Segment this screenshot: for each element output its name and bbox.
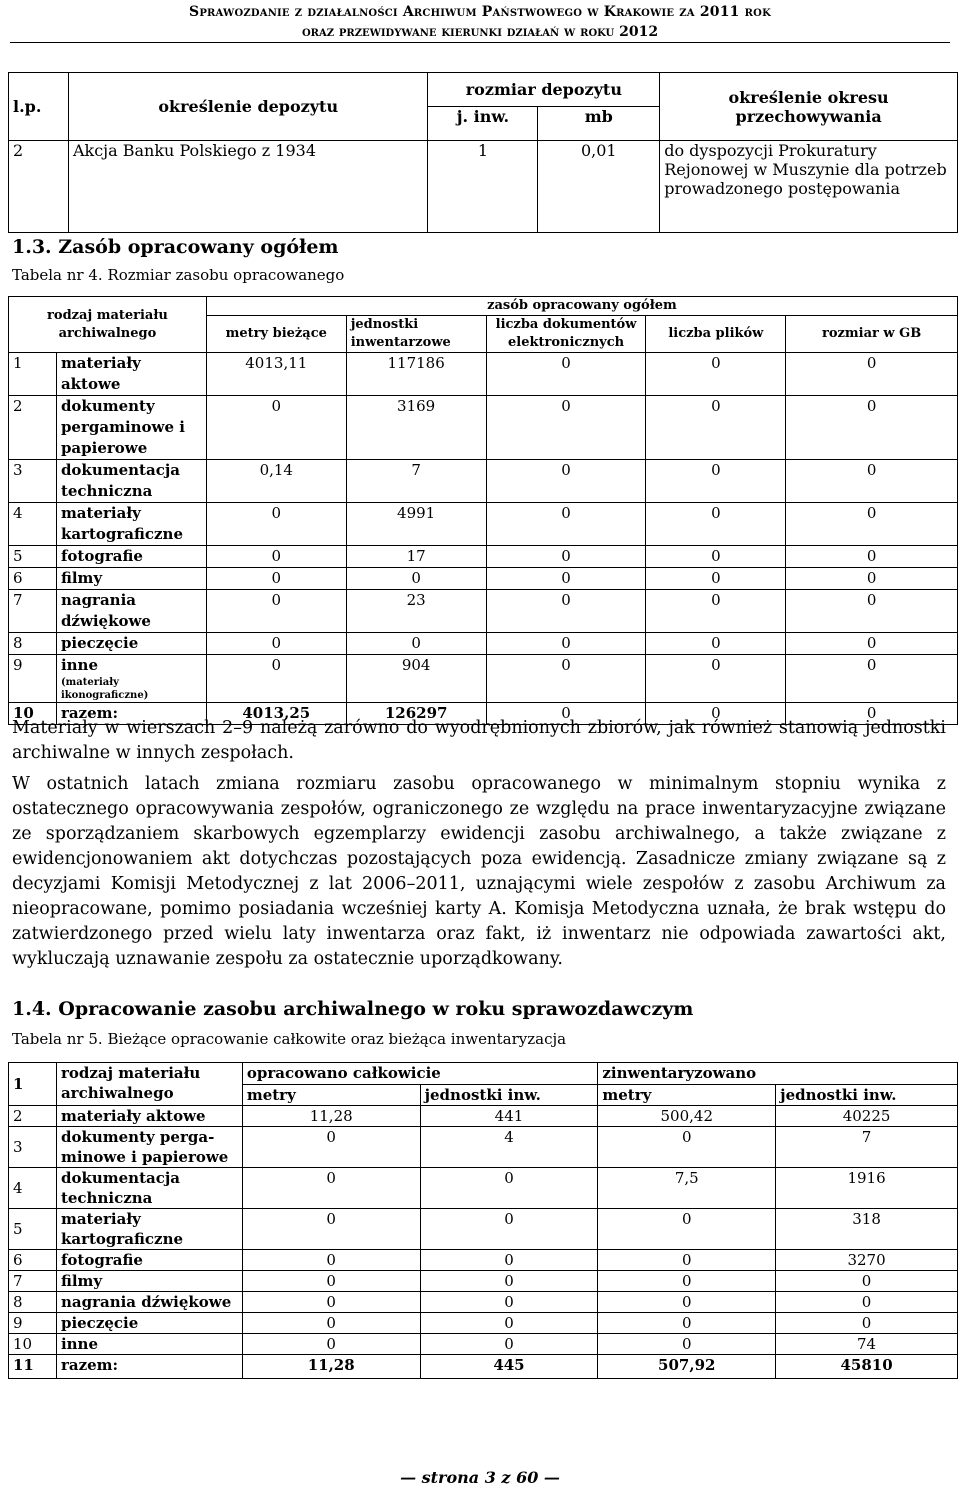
cell-units: 4991 xyxy=(346,503,486,546)
cell-metry: 0 xyxy=(206,655,346,703)
cell-name: dokumenty perga-minowe i papierowe xyxy=(56,1127,242,1168)
cell-metry: 0 xyxy=(206,546,346,568)
cell-m1: 0 xyxy=(242,1313,420,1334)
table-row xyxy=(9,1334,958,1355)
cell-name: pieczęcie xyxy=(56,633,206,655)
cell-u1: 0 xyxy=(420,1292,598,1313)
cell-n: 6 xyxy=(9,568,57,590)
col-units: j. inw. xyxy=(428,107,538,141)
cell-gb: 0 xyxy=(786,590,958,633)
cell-name: materiały aktowe xyxy=(56,1106,242,1127)
cell-files: 0 xyxy=(646,703,786,725)
col-gb: rozmiar w GB xyxy=(786,316,958,353)
cell-n: 6 xyxy=(9,1250,57,1271)
cell-units: 3169 xyxy=(346,396,486,460)
cell-metry: 0 xyxy=(206,633,346,655)
cell-metry: 4013,25 xyxy=(206,703,346,725)
cell-files: 0 xyxy=(646,546,786,568)
cell-name: materiały kartograficzne xyxy=(56,1209,242,1250)
cell-name: nagrania dźwiękowe xyxy=(56,1292,242,1313)
cell-m1: 0 xyxy=(242,1209,420,1250)
cell-u2: 3270 xyxy=(776,1250,958,1271)
cell-docs: 0 xyxy=(486,353,646,396)
cell-m2: 0 xyxy=(598,1127,776,1168)
cell-mb: 0,01 xyxy=(538,141,660,233)
cell-units: 1 xyxy=(428,141,538,233)
cell-name: inne xyxy=(56,1334,242,1355)
table-row xyxy=(9,503,958,546)
cell-u2: 45810 xyxy=(776,1355,958,1379)
cell-n: 3 xyxy=(9,460,57,503)
col-done: opracowano całkowicie xyxy=(242,1063,598,1085)
cell-name: filmy xyxy=(56,568,206,590)
cell-gb: 0 xyxy=(786,633,958,655)
cell-n: 1 xyxy=(9,353,57,396)
cell-units: 126297 xyxy=(346,703,486,725)
cell-name: razem: xyxy=(56,1355,242,1379)
table-row xyxy=(9,1292,958,1313)
cell-n: 4 xyxy=(9,1168,57,1209)
cell-gb: 0 xyxy=(786,353,958,396)
col-lp: l.p. xyxy=(9,73,69,141)
cell-m1: 0 xyxy=(242,1250,420,1271)
cell-files: 0 xyxy=(646,633,786,655)
cell-name: dokumentacja techniczna xyxy=(56,1168,242,1209)
cell-metry: 0,14 xyxy=(206,460,346,503)
cell-lp: 2 xyxy=(9,141,69,233)
cell-name: materiały aktowe xyxy=(56,353,206,396)
cell-name: filmy xyxy=(56,1271,242,1292)
cell-m1: 0 xyxy=(242,1127,420,1168)
col-metry-1: metry xyxy=(242,1085,420,1106)
table-row xyxy=(9,1106,958,1127)
cell-gb: 0 xyxy=(786,703,958,725)
col-kind: rodzaj materiału archiwalnego xyxy=(56,1063,242,1106)
cell-m1: 0 xyxy=(242,1334,420,1355)
cell-u1: 0 xyxy=(420,1313,598,1334)
cell-m1: 0 xyxy=(242,1168,420,1209)
col-docs: liczba dokumentów elektronicznych xyxy=(486,316,646,353)
cell-files: 0 xyxy=(646,396,786,460)
deposit-table xyxy=(8,72,958,233)
col-period: określenie okresu przechowywania xyxy=(660,73,958,141)
col-mb: mb xyxy=(538,107,660,141)
table-row xyxy=(9,1271,958,1292)
cell-m2: 0 xyxy=(598,1209,776,1250)
cell-metry: 0 xyxy=(206,590,346,633)
table5 xyxy=(8,1062,958,1379)
cell-n: 9 xyxy=(9,1313,57,1334)
header-line-2: oraz przewidywane kierunki działań w roku 2012 xyxy=(301,24,659,40)
cell-n: 4 xyxy=(9,503,57,546)
cell-m1: 11,28 xyxy=(242,1355,420,1379)
table-row xyxy=(9,1313,958,1334)
cell-u1: 0 xyxy=(420,1250,598,1271)
table-row xyxy=(9,396,958,460)
cell-u2: 318 xyxy=(776,1209,958,1250)
cell-metry: 4013,11 xyxy=(206,353,346,396)
table-row xyxy=(9,1168,958,1209)
cell-m2: 0 xyxy=(598,1313,776,1334)
section-heading-1-3: 1.3. Zasób opracowany ogółem xyxy=(12,236,345,258)
cell-n: 9 xyxy=(9,655,57,703)
col-metry: metry bieżące xyxy=(206,316,346,353)
cell-name: nagrania dźwiękowe xyxy=(56,590,206,633)
cell-m2: 500,42 xyxy=(598,1106,776,1127)
cell-m2: 0 xyxy=(598,1271,776,1292)
cell-docs: 0 xyxy=(486,655,646,703)
cell-u1: 0 xyxy=(420,1209,598,1250)
cell-units: 17 xyxy=(346,546,486,568)
cell-n: 5 xyxy=(9,546,57,568)
cell-metry: 0 xyxy=(206,396,346,460)
cell-name: materiały kartograficzne xyxy=(56,503,206,546)
col-units-2: jednostki inw. xyxy=(776,1085,958,1106)
table-row xyxy=(9,1127,958,1168)
cell-files: 0 xyxy=(646,655,786,703)
cell-m1: 0 xyxy=(242,1292,420,1313)
cell-gb: 0 xyxy=(786,655,958,703)
col-units-1: jednostki inw. xyxy=(420,1085,598,1106)
cell-m1: 11,28 xyxy=(242,1106,420,1127)
cell-n: 11 xyxy=(9,1355,57,1379)
cell-period: do dyspozycji Prokuratury Rejonowej w Muszynie dla potrzeb prowadzonego postępowania xyxy=(660,141,958,233)
col-n: 1 xyxy=(9,1063,57,1106)
header-rule xyxy=(10,42,950,43)
col-deposit: określenie depozytu xyxy=(68,73,428,141)
cell-gb: 0 xyxy=(786,546,958,568)
cell-metry: 0 xyxy=(206,568,346,590)
table-row xyxy=(9,460,958,503)
table4 xyxy=(8,296,958,725)
table-row xyxy=(9,141,958,233)
col-group: zasób opracowany ogółem xyxy=(206,297,957,316)
table-row xyxy=(9,633,958,655)
table5-caption: Tabela nr 5. Bieżące opracowanie całkowite oraz bieżąca inwentaryzacja xyxy=(12,1030,567,1048)
cell-n: 10 xyxy=(9,703,57,725)
cell-u1: 0 xyxy=(420,1271,598,1292)
cell-u1: 0 xyxy=(420,1168,598,1209)
table-row xyxy=(9,590,958,633)
cell-docs: 0 xyxy=(486,460,646,503)
header-line-1: Sprawozdanie z działalności Archiwum Państwowego w Krakowie za 2011 rok xyxy=(189,4,771,20)
table-row xyxy=(9,1209,958,1250)
col-units: jednostki inwentarzowe xyxy=(346,316,486,353)
cell-name: razem: xyxy=(56,703,206,725)
cell-files: 0 xyxy=(646,353,786,396)
page-number: — strona 3 z 60 — xyxy=(400,1468,560,1487)
cell-n: 8 xyxy=(9,1292,57,1313)
cell-m2: 0 xyxy=(598,1292,776,1313)
cell-units: 904 xyxy=(346,655,486,703)
cell-files: 0 xyxy=(646,568,786,590)
cell-metry: 0 xyxy=(206,503,346,546)
cell-name: fotografie xyxy=(56,1250,242,1271)
cell-name: fotografie xyxy=(56,546,206,568)
cell-units: 23 xyxy=(346,590,486,633)
table-row xyxy=(9,353,958,396)
cell-docs: 0 xyxy=(486,546,646,568)
cell-name: dokumentacja techniczna xyxy=(56,460,206,503)
cell-docs: 0 xyxy=(486,633,646,655)
cell-files: 0 xyxy=(646,590,786,633)
cell-units: 0 xyxy=(346,633,486,655)
cell-deposit: Akcja Banku Polskiego z 1934 xyxy=(68,141,428,233)
cell-u2: 0 xyxy=(776,1292,958,1313)
cell-n: 2 xyxy=(9,1106,57,1127)
cell-u1: 441 xyxy=(420,1106,598,1127)
cell-u1: 445 xyxy=(420,1355,598,1379)
cell-n: 2 xyxy=(9,396,57,460)
col-metry-2: metry xyxy=(598,1085,776,1106)
cell-u2: 1916 xyxy=(776,1168,958,1209)
table-row xyxy=(9,655,958,703)
cell-files: 0 xyxy=(646,460,786,503)
cell-name: pieczęcie xyxy=(56,1313,242,1334)
section-heading-1-4: 1.4. Opracowanie zasobu archiwalnego w roku sprawozdawczym xyxy=(12,998,694,1020)
cell-name-note: (materiały ikonograficzne) xyxy=(60,677,149,701)
cell-gb: 0 xyxy=(786,568,958,590)
cell-n: 3 xyxy=(9,1127,57,1168)
cell-n: 5 xyxy=(9,1209,57,1250)
cell-u2: 7 xyxy=(776,1127,958,1168)
cell-u1: 0 xyxy=(420,1334,598,1355)
cell-name: inne (materiały ikonograficzne) xyxy=(56,655,206,703)
cell-m2: 0 xyxy=(598,1250,776,1271)
cell-n: 8 xyxy=(9,633,57,655)
cell-files: 0 xyxy=(646,503,786,546)
cell-docs: 0 xyxy=(486,590,646,633)
cell-name: dokumenty pergaminowe i papierowe xyxy=(56,396,206,460)
cell-gb: 0 xyxy=(786,396,958,460)
cell-gb: 0 xyxy=(786,460,958,503)
cell-docs: 0 xyxy=(486,703,646,725)
table4-caption: Tabela nr 4. Rozmiar zasobu opracowanego xyxy=(12,266,422,288)
cell-u2: 0 xyxy=(776,1313,958,1334)
table-row xyxy=(9,568,958,590)
cell-n: 10 xyxy=(9,1334,57,1355)
cell-docs: 0 xyxy=(486,503,646,546)
cell-m2: 507,92 xyxy=(598,1355,776,1379)
col-size: rozmiar depozytu xyxy=(428,73,660,107)
cell-u2: 40225 xyxy=(776,1106,958,1127)
cell-m1: 0 xyxy=(242,1271,420,1292)
paragraph-1: Materiały w wierszach 2–9 należą zarówno do wyodrębnionych zbiorów, jak również stanowią jednostki archiwalne w innych zespołach. xyxy=(12,718,946,763)
cell-n: 7 xyxy=(9,590,57,633)
col-inv: zinwentaryzowano xyxy=(598,1063,958,1085)
cell-docs: 0 xyxy=(486,396,646,460)
table-total-row xyxy=(9,1355,958,1379)
table-row xyxy=(9,1250,958,1271)
cell-m2: 0 xyxy=(598,1334,776,1355)
cell-gb: 0 xyxy=(786,503,958,546)
cell-docs: 0 xyxy=(486,568,646,590)
cell-u1: 4 xyxy=(420,1127,598,1168)
cell-u2: 0 xyxy=(776,1271,958,1292)
cell-u2: 74 xyxy=(776,1334,958,1355)
cell-m2: 7,5 xyxy=(598,1168,776,1209)
col-files: liczba plików xyxy=(646,316,786,353)
table-row xyxy=(9,546,958,568)
paragraph-2: W ostatnich latach zmiana rozmiaru zasobu opracowanego w minimalnym stopniu wynika z ostatecznego opracowywania zespołów, ograniczonego ze względu na prace inwentaryzacyjne związane ze sporządzaniem skarbowych egzemplarzy ewidencji zasobu archiwalnego, a także związane z ewidencjonowaniem akt dotychczas pozostających poza ewidencją. Zasadnicze zmiany związane są z decyzjami Komisji Metodycznej z lat 2006–2011, uznającymi wiele zespołów z zasobu Archiwum za nieopracowane, pomimo posiadania wcześniej karty A. Komisja Metodyczna uznała, że brak wstępu do zatwierdzonego przed wielu laty inwentarza oraz fakt, iż inwentarz nie odpowiada zawartości akt, wykluczają uznawanie zespołu za ostatecznie uporządkowany. xyxy=(12,774,946,969)
cell-units: 7 xyxy=(346,460,486,503)
cell-n: 7 xyxy=(9,1271,57,1292)
col-kind: rodzaj materiału archiwalnego xyxy=(9,297,207,353)
cell-units: 0 xyxy=(346,568,486,590)
cell-units: 117186 xyxy=(346,353,486,396)
